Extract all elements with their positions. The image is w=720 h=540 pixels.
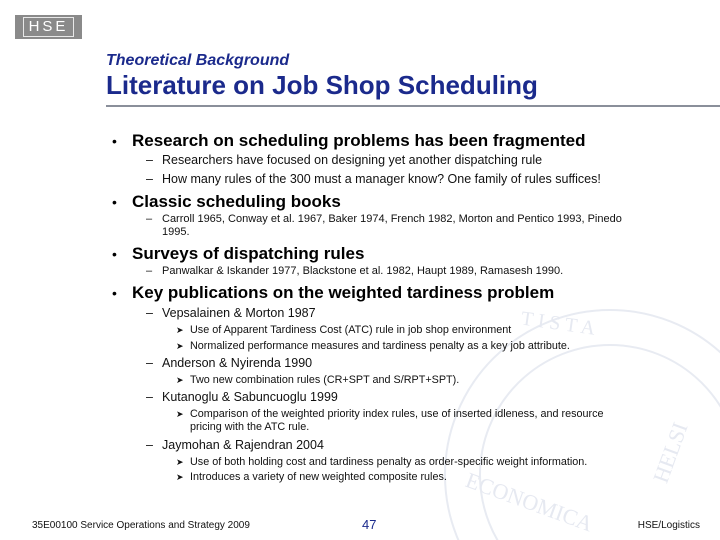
bullet-dot-icon: • [112, 246, 117, 262]
sub-sub-item-continuation [190, 421, 309, 433]
sub-item-text: Kutanoglu & Sabuncuoglu 1999 [162, 390, 338, 404]
footer-department: HSE/Logistics [637, 520, 700, 531]
bullet-dot-icon: • [112, 133, 117, 149]
sub-item [146, 438, 324, 452]
sub-item-text: Panwalkar & Iskander 1977, Blackstone et al. 1982, Haupt 1989, Ramasesh 1990. [162, 265, 564, 277]
bullet-dot-icon: • [112, 194, 117, 210]
sub-item [146, 390, 338, 404]
slide-title: Literature on Job Shop Scheduling [106, 70, 538, 100]
sub-item-text: Anderson & Nyirenda 1990 [162, 356, 313, 370]
hse-logo [15, 15, 82, 39]
sub-sub-item-text: Use of both holding cost and tardiness penalty as order-specific weight information. [190, 456, 588, 468]
dash-icon: – [146, 438, 153, 452]
footer-page-number: 47 [362, 517, 377, 532]
sub-sub-item [176, 471, 447, 483]
sub-sub-item [176, 374, 459, 386]
sub-sub-item-text: Normalized performance measures and tardiness penalty as a key job attribute. [190, 340, 570, 352]
bullet-dot-icon: • [112, 285, 117, 301]
bullet-fragmented-research [112, 131, 585, 151]
slide-subtitle: Theoretical Background [106, 52, 290, 69]
sub-item [146, 306, 316, 320]
dash-icon: – [146, 356, 153, 370]
sub-sub-item [176, 408, 604, 420]
bullet-key-publications [112, 283, 554, 303]
sub-item-text: Carroll 1965, Conway et al. 1967, Baker 1974, French 1982, Morton and Pentico 1993, Pinedo [162, 213, 622, 225]
sub-sub-item [176, 324, 511, 336]
bullet-surveys [112, 244, 364, 264]
sub-item-text: 1995. [162, 226, 190, 238]
arrow-right-icon: ➤ [176, 325, 184, 335]
title-divider [106, 105, 720, 107]
sub-item-text: Vepsalainen & Morton 1987 [162, 306, 316, 320]
dash-icon: – [146, 265, 153, 277]
bullet-text: Research on scheduling problems has been fragmented [132, 131, 586, 150]
sub-sub-item-text: Two new combination rules (CR+SPT and S/RPT+SPT). [190, 374, 460, 386]
dash-icon: – [146, 213, 153, 225]
arrow-right-icon: ➤ [176, 472, 184, 482]
sub-item [146, 356, 312, 370]
sub-item-text: How many rules of the 300 must a manager know? One family of rules suffices! [162, 172, 601, 186]
sub-item [146, 213, 622, 225]
dash-icon: – [146, 390, 153, 404]
logo-text: HSE [23, 17, 75, 37]
arrow-right-icon: ➤ [176, 375, 184, 385]
watermark-text-bottom: ECONOMICA [462, 467, 597, 537]
sub-sub-item-text: Introduces a variety of new weighted composite rules. [190, 471, 447, 483]
dash-icon: – [146, 153, 153, 167]
watermark-text-right: HELSI [647, 418, 693, 487]
arrow-right-icon: ➤ [176, 409, 184, 419]
watermark-text-top: T I S T A [519, 307, 597, 340]
footer-course: 35E00100 Service Operations and Strategy 2009 [32, 520, 250, 531]
sub-sub-item [176, 340, 570, 352]
dash-icon: – [146, 172, 153, 186]
dash-icon: – [146, 306, 153, 320]
arrow-right-icon: ➤ [176, 341, 184, 351]
bullet-classic-books [112, 192, 341, 212]
bullet-text: Key publications on the weighted tardiness problem [132, 283, 555, 302]
sub-sub-item-text: Use of Apparent Tardiness Cost (ATC) rule in job shop environment [190, 324, 512, 336]
bullet-text: Classic scheduling books [132, 192, 341, 211]
sub-sub-item-text: pricing with the ATC rule. [190, 421, 310, 433]
sub-item [146, 265, 563, 277]
sub-sub-item [176, 456, 587, 468]
arrow-right-icon: ➤ [176, 457, 184, 467]
sub-sub-item-text: Comparison of the weighted priority index rules, use of inserted idleness, and resource [190, 408, 604, 420]
sub-item-continuation [162, 226, 190, 238]
sub-item-text: Jaymohan & Rajendran 2004 [162, 438, 324, 452]
sub-item [146, 172, 601, 186]
sub-item-text: Researchers have focused on designing yet another dispatching rule [162, 153, 543, 167]
bullet-text: Surveys of dispatching rules [132, 244, 365, 263]
sub-item [146, 153, 542, 167]
